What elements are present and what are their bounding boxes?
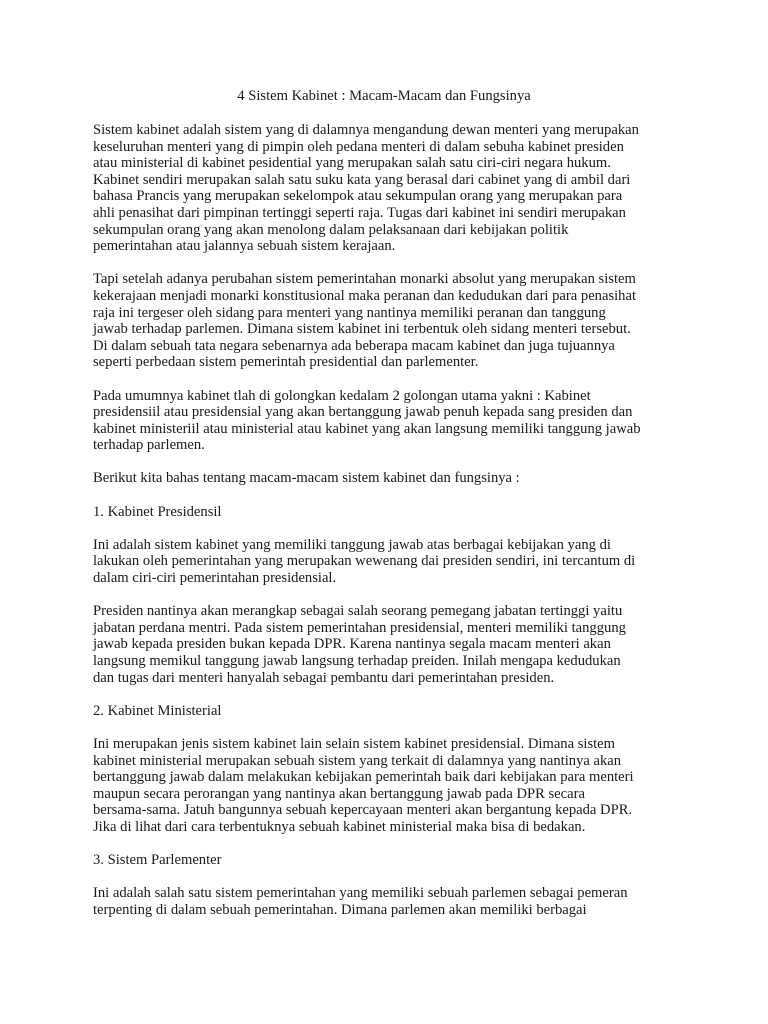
paragraph	[93, 122, 733, 255]
text-line: jawab kepada presiden bukan kepada DPR. Karena nantinya segala macam menteri akan	[93, 636, 611, 653]
text-line: dalam ciri-ciri pemerintahan presidensial.	[93, 570, 337, 587]
paragraph	[93, 388, 733, 454]
text-line: terpenting di dalam sebuah pemerintahan. Dimana parlemen akan memiliki berbagai	[93, 901, 587, 918]
paragraph	[93, 885, 733, 918]
text-line: Ini adalah sistem kabinet yang memiliki tanggung jawab atas berbagai kebijakan yang di	[93, 536, 611, 553]
paragraph	[93, 537, 733, 587]
text-line: Kabinet sendiri merupakan salah satu suku kata yang berasal dari cabinet yang di ambil dari	[93, 171, 631, 188]
text-line: ahli penasihat dari pimpinan tertinggi seperti raja. Tugas dari kabinet ini sendiri merupakan	[93, 204, 626, 221]
text-line: Ini adalah salah satu sistem pemerintahan yang memiliki sebuah parlemen sebagai pemeran	[93, 885, 628, 902]
section-heading-text: 2. Kabinet Ministerial	[93, 702, 222, 719]
text-line: Tapi setelah adanya perubahan sistem pemerintahan monarki absolut yang merupakan sistem	[93, 271, 636, 288]
text-line: Sistem kabinet adalah sistem yang di dalamnya mengandung dewan menteri yang merupakan	[93, 122, 639, 138]
document-body	[93, 122, 733, 935]
text-line: Pada umumnya kabinet tlah di golongkan kedalam 2 golongan utama yakni : Kabinet	[93, 387, 591, 404]
section-heading	[93, 703, 733, 720]
text-line: Ini merupakan jenis sistem kabinet lain selain sistem kabinet presidensial. Dimana sistem	[93, 735, 616, 752]
page-title: 4 Sistem Kabinet : Macam-Macam dan Fungsinya	[237, 88, 531, 104]
text-line: bersama-sama. Jatuh bangunnya sebuah kepercayaan menteri akan bergantung kepada DPR.	[93, 802, 633, 819]
text-line: Berikut kita bahas tentang macam-macam sistem kabinet dan fungsinya :	[93, 470, 520, 487]
text-line: kabinet ministerial merupakan sebuah sistem yang terkait di dalamnya yang nantinya akan	[93, 752, 622, 769]
text-line: jabatan perdana mentri. Pada sistem pemerintahan presidensial, menteri memiliki tanggung	[93, 619, 626, 636]
text-line: pemerintahan atau jalannya sebuah sistem kerajaan.	[93, 238, 396, 255]
text-line: kabinet ministeriil atau ministerial atau kabinet yang akan langsung memiliki tanggung jawab	[93, 420, 641, 437]
text-line: sekumpulan orang yang akan menolong dalam pelaksanaan dari kebijakan politik	[93, 221, 569, 238]
paragraph	[93, 470, 733, 487]
text-line: presidensiil atau presidensial yang akan bertanggung jawab penuh kepada sang presiden dan	[93, 404, 633, 421]
text-line: seperti perbedaan sistem pemerintah presidential dan parlementer.	[93, 354, 479, 371]
text-line: Jika di lihat dari cara terbentuknya sebuah kabinet ministerial maka bisa di bedakan.	[93, 818, 586, 835]
text-line: kekerajaan menjadi monarki konstitusional maka peranan dan kedudukan dari para penasihat	[93, 287, 637, 304]
text-line: terhadap parlemen.	[93, 437, 205, 454]
section-heading	[93, 504, 733, 521]
section-heading-text: 3. Sistem Parlementer	[93, 852, 222, 869]
text-line: raja ini tergeser oleh sidang para menteri yang nantinya memiliki peranan dan tanggung	[93, 304, 606, 321]
paragraph	[93, 271, 733, 371]
section-heading-text: 1. Kabinet Presidensil	[93, 503, 222, 520]
text-line: bahasa Prancis yang merupakan sekelompok atau sekumpulan orang yang merupakan para	[93, 188, 623, 205]
paragraph	[93, 603, 733, 686]
text-line: lakukan oleh pemerintahan yang merupakan wewenang dai presiden sendiri, ini tercantum di	[93, 553, 636, 570]
paragraph	[93, 736, 733, 836]
text-line: atau ministerial di kabinet pesidential yang merupakan salah satu ciri-ciri negara hukum.	[93, 155, 611, 172]
text-line: maupun secara perorangan yang nantinya akan bertanggung jawab pada DPR secara	[93, 785, 585, 802]
section-heading	[93, 852, 733, 869]
text-line: Di dalam sebuah tata negara sebenarnya ada beberapa macam kabinet dan juga tujuannya	[93, 337, 615, 354]
text-line: bertanggung jawab dalam melakukan kebijakan pemerintah baik dari kebijakan para menteri	[93, 769, 634, 786]
text-line: langsung memikul tanggung jawab langsung terhadap preiden. Inilah mengapa kedudukan	[93, 653, 621, 669]
text-line: Presiden nantinya akan merangkap sebagai salah seorang pemegang jabatan tertinggi yaitu	[93, 603, 623, 620]
text-line: jawab terhadap parlemen. Dimana sistem kabinet ini terbentuk oleh sidang menteri tersebut.	[93, 321, 631, 338]
text-line: dan tugas dari menteri hanyalah sebagai pembantu dari pemerintahan presiden.	[93, 669, 555, 686]
text-line: keseluruhan menteri yang di pimpin oleh pedana menteri di dalam sebuha kabinet presiden	[93, 138, 624, 155]
